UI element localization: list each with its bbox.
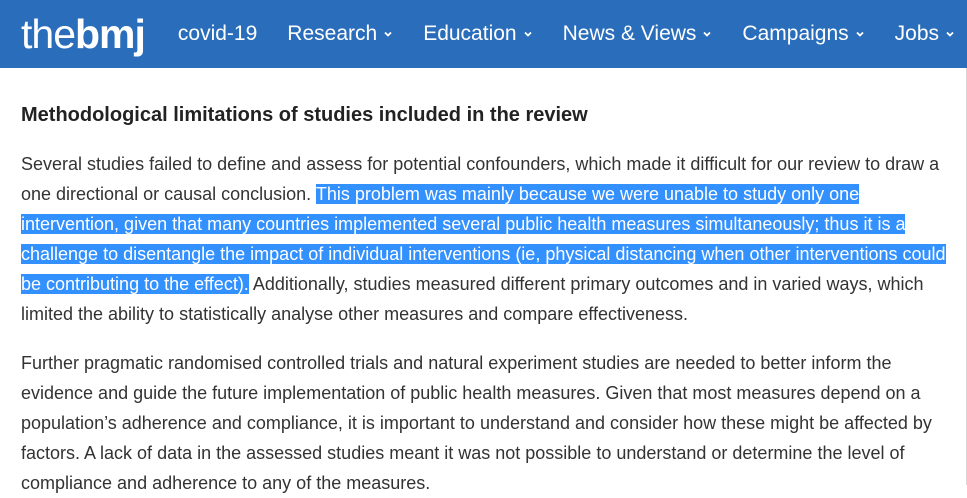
nav-item-label: Research xyxy=(287,22,378,45)
nav-item-jobs[interactable] xyxy=(895,22,955,46)
bmj-logo[interactable] xyxy=(21,10,145,57)
logo-the-text: the xyxy=(21,10,75,57)
paragraph-limitations xyxy=(21,149,961,329)
nav-item-news-views[interactable] xyxy=(563,22,713,46)
nav-item-label: Education xyxy=(423,22,517,45)
paragraph-text: Additionally, studies measured different primary outcomes and in varied ways, which limited the ability to statistically analyse other measures and compare effectiveness. xyxy=(21,274,924,324)
nav-item-education[interactable] xyxy=(423,22,532,46)
chevron-down-icon xyxy=(523,29,533,39)
nav-item-label: Jobs xyxy=(894,22,940,45)
chevron-down-icon xyxy=(702,29,712,39)
selected-text[interactable]: This problem was mainly because we were unable to study only one intervention, given that many countries implemented several public health measures simultaneously; thus it is a challenge to disentangle the impact of individual interventions (ie, physical distancing when other interventions could be contributing to the effect). xyxy=(21,184,946,294)
nav-item-label: Campaigns xyxy=(742,22,849,45)
chevron-down-icon xyxy=(945,29,955,39)
logo-bmj-text: bmj xyxy=(75,10,145,57)
paragraph-further-research: Further pragmatic randomised controlled trials and natural experiment studies are needed to better inform the evidence and guide the future implementation of public health measures. Given that most measures depend on a population’s adherence and compliance, it is important to understand and consider how these might be affected by factors. A lack of data in the assessed studies meant it was not possible to understand or determine the level of compliance and adherence to any of the measures. xyxy=(21,353,932,493)
section-heading: Methodological limitations of studies included in the review xyxy=(21,104,588,126)
nav-item-campaigns[interactable] xyxy=(742,22,864,46)
chevron-down-icon xyxy=(383,29,393,39)
main-nav xyxy=(178,22,955,46)
nav-item-label: covid-19 xyxy=(177,22,258,45)
nav-item-research[interactable] xyxy=(287,22,393,46)
nav-item-label: News & Views xyxy=(562,22,697,45)
top-navigation-bar xyxy=(0,0,967,68)
paragraph-text: Several studies failed to define and assess for potential confounders, which made it difficult for our review to draw a one directional or causal conclusion. xyxy=(21,154,940,204)
chevron-down-icon xyxy=(855,29,865,39)
nav-item-covid-19[interactable] xyxy=(178,22,257,46)
